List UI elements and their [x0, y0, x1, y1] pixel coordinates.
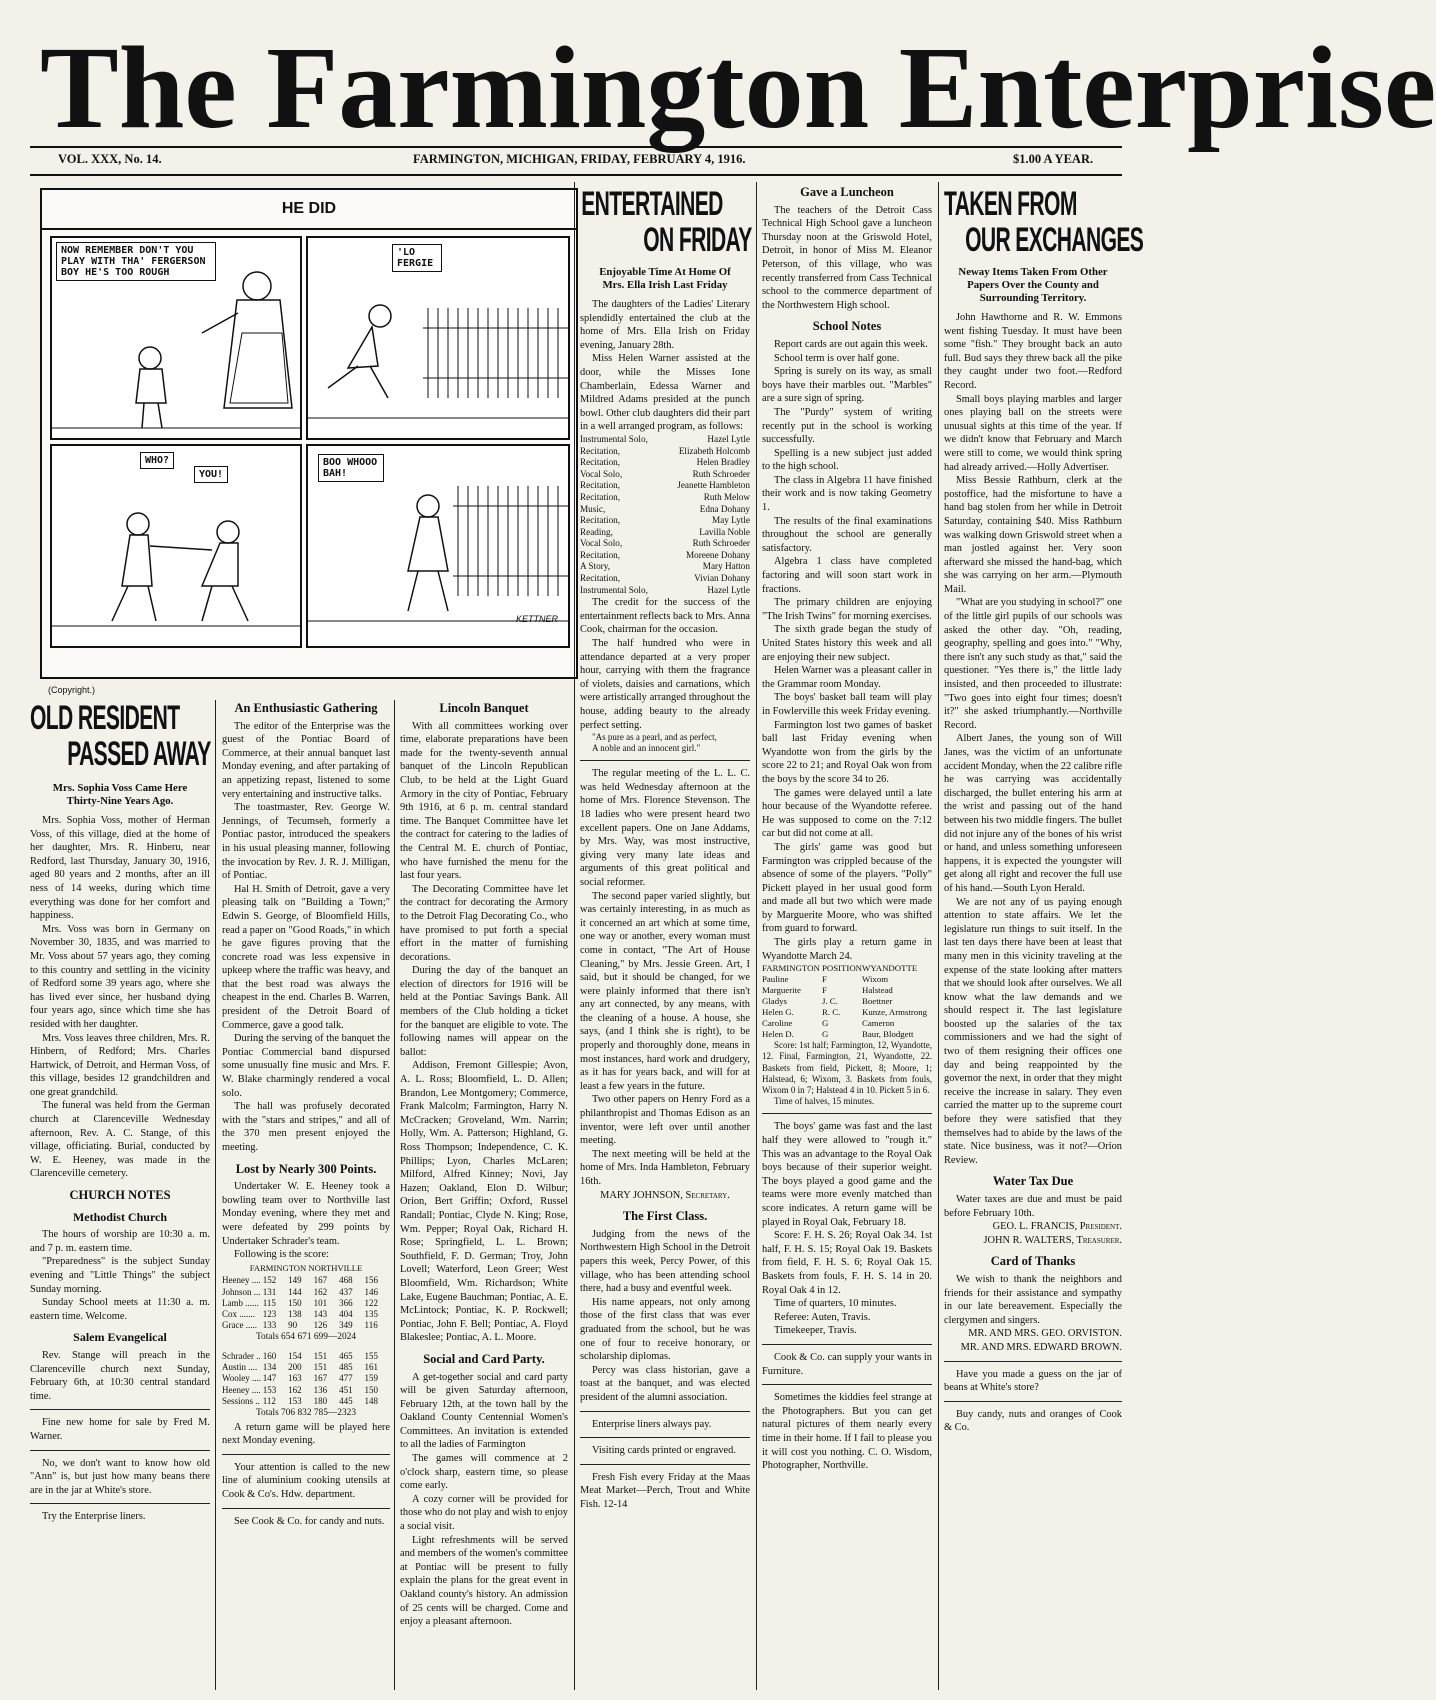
- score-cell: 135: [364, 1308, 379, 1319]
- article-paragraph: Timekeeper, Travis.: [774, 1325, 857, 1337]
- program-item-label: Recitation,: [580, 445, 621, 456]
- article-paragraph: A return game will be played here next Monday evening.: [222, 1421, 390, 1447]
- score-cell: 167: [313, 1275, 328, 1286]
- score-cell: 445: [339, 1395, 353, 1406]
- program-item-label: Recitation,: [580, 549, 621, 560]
- brief-item: Cook & Co. can supply your wants in Furniture.: [762, 1351, 932, 1377]
- divider: [762, 1344, 932, 1345]
- article-paragraph: Referee: Auten, Travis.: [774, 1311, 871, 1323]
- brief-item: Have you made a guess on the jar of beans at White's store?: [944, 1368, 1122, 1394]
- article-paragraph: Farmington lost two games of basket ball last Friday evening when Wyandotte won from the girls by the score 22 to 21; and Royal Oak won from the boys by the score 34 to 26.: [762, 719, 932, 785]
- article-paragraph: We are not any of us paying enough attention to state affairs. We let the legislature run things to suit itself. In the last ten days there have been at least that many men in this vicinity traveling at the expense of the state looking after matters that we should look after ourselves. We all know what the law demands and we should respect it. The last legislature boosted up the salaries of the tax commissioners and we had the sight of two of them resigning their offices one day and being reappointed by the governor the next, in order that they might receive the increase in salary. They even carried the matter up to the supreme court before they were satisfied that they themselves had to abide by the laws of the state. Nice business, was it not?—Orion Review.: [944, 896, 1122, 1166]
- article-paragraph: Score: 1st half; Farmington, 12, Wyandotte, 12. Final, Farmington, 21, Wyandotte, 22. Baskets from field, Pickett, 8; Moore, 1; Halstead, 6; Wixom, 3. Baskets from fouls, Wixom 0 in 7; Halstead 4 in 10. Pickett 5 in 6.: [762, 1040, 932, 1096]
- score-cell: 133: [262, 1320, 277, 1331]
- score-cell: 147: [262, 1373, 277, 1384]
- article-paragraph: The games will commence at 2 o'clock sharp, eastern time, so please come early.: [400, 1453, 568, 1492]
- article-paragraph: The credit for the success of the entertainment reflects back to Mrs. Anna Cook, chairman for the occasion.: [580, 597, 750, 636]
- speech-bubble-greeting: 'LO FERGIE: [392, 244, 442, 272]
- score-cell: 150: [288, 1297, 302, 1308]
- lineup-cell: Helen D.: [762, 1029, 794, 1040]
- masthead-rule-bottom: [30, 174, 1122, 176]
- program-item-performer: Mary Hatton: [702, 561, 750, 572]
- column-rule: [394, 700, 395, 1690]
- article-paragraph: Algebra 1 class have completed factoring and will soon start work in fractions.: [762, 556, 932, 595]
- article-paragraph: Hal H. Smith of Detroit, gave a very pleasing talk on "Building a Town;" Edwin S. George, of Bloomfield Hills, read a paper on "Good Roads," in which he gave figures proving that the concrete road was less expensive in upkeep where the traffic was heavy, and that the best road was always the cheapest in the end. Charles B. Warren, president of the Detroit Board of Commerce, gave a good talk.: [222, 883, 390, 1031]
- score-cell: 143: [313, 1308, 328, 1319]
- article-paragraph: Sunday School meets at 11:30 a. m. eastern time. Welcome.: [30, 1297, 210, 1322]
- luncheon-heading: Gave a Luncheon: [800, 185, 894, 199]
- score-cell: Cox .......: [222, 1308, 256, 1319]
- divider: [222, 1454, 390, 1455]
- signature-line: MR. AND MRS. EDWARD BROWN.: [960, 1341, 1122, 1353]
- score-cell: 152: [262, 1275, 277, 1286]
- score-cell: Sessions ..: [222, 1395, 260, 1406]
- column-rule: [938, 182, 939, 1690]
- cartoonist-signature: KETTNER: [515, 614, 558, 624]
- score-cell: 161: [364, 1362, 379, 1373]
- program-item-label: Recitation,: [580, 515, 621, 526]
- lineup-cell: G: [821, 1018, 829, 1029]
- cartoon-strip: [40, 188, 578, 695]
- divider: [222, 1508, 390, 1509]
- methodist-church-heading: Methodist Church: [72, 1209, 168, 1224]
- bowling-teams: FARMINGTON NORTHVILLE: [249, 1262, 363, 1273]
- program-item: [580, 561, 750, 573]
- article-paragraph: The "Purdy" system of writing recently put in the school is working successfully.: [762, 406, 932, 446]
- score-cell: 136: [313, 1384, 328, 1395]
- article-paragraph: Two other papers on Henry Ford as a philanthropist and Thomas Edison as an inventor, were left over until another meeting.: [580, 1094, 750, 1147]
- card-of-thanks-heading: Card of Thanks: [990, 1254, 1076, 1269]
- lineup-cell: J. C.: [821, 996, 838, 1007]
- article-paragraph: The hours of worship are 10:30 a. m. and 7 p. m. eastern time.: [30, 1229, 210, 1254]
- score-cell: 366: [339, 1297, 353, 1308]
- lineup-cell: Halstead: [862, 985, 893, 996]
- article-paragraph: The boys' basket ball team will play in Fowlerville this week Friday evening.: [762, 692, 932, 717]
- program-item-label: Music,: [580, 503, 606, 514]
- bowling-score-table-1: [222, 1275, 390, 1331]
- score-cell: 144: [288, 1286, 302, 1297]
- article-paragraph: The boys' game was fast and the last half they were allowed to "rough it." This was an advantage to the Royal Oak boys because of their superior weight. The boys played a good game and the teams were more evenly matched than score indicates. A return game will be played in Royal Oak, February 18.: [762, 1121, 932, 1228]
- score-cell: 151: [313, 1362, 328, 1373]
- program-item-performer: Ruth Schroeder: [692, 538, 750, 549]
- article-paragraph: The sixth grade began the study of United States history this week and all are enjoying their new subject.: [762, 624, 932, 663]
- score-cell: Lamb ......: [222, 1297, 259, 1308]
- program-item: [580, 538, 750, 550]
- volume-number: VOL. XXX, No. 14.: [58, 152, 162, 166]
- article-paragraph: Addison, Fremont Gillespie; Avon, A. L. Ross; Bloomfield, L. D. Allen; Brandon, Lee Montgomery; Commerce, Frank Malcolm; Farmington, Harry N. McCracken; Groveland, Wm. Narrin; Holly, Wm. A. Patterson; Highland, G. Ross Thompson; Independence, C. K. Phillips; Lyon, Charles McLaren; Milford, Alfred Kinney; Novi, Jay Hazen; Oakland, Elon D. Wilbur; Orion, Bert Griffin; Oxford, Russel Randall; Pontiac, Clyde N. King; Rose, Wm. Pepper; Royal Oak, Richard H. Rose; Springfield, L. L. Brown; Southfield, F. D. German; Troy, John Lovell; Waterford, Leon Greer; West Bloomfield, Wm. Richardson; White Lake, Eugene Bauchman; Pontiac, A. E. McLintock; Pontiac, K. P. Rockwell; Pontiac, John F. Bell; Pontiac, A. Floyd Blakeslee; Pontiac, A. L. Moore.: [400, 1060, 568, 1344]
- column-rule: [215, 700, 216, 1690]
- article-paragraph: The half hundred who were in attendance departed at a very proper hour, carrying with them the fragrance of violets, daisies and carnations, which were artistically arranged throughout the house, adding beauty to the already perfect setting.: [580, 638, 750, 731]
- program-item-label: Instrumental Solo,: [580, 584, 648, 595]
- article-paragraph: "What are you studying in school?" one of the little girl pupils of our schools was asked the other day. "Oh, reading, geography, spelling and goes into." "Why, there isn't any such study as that," said the questioner. "Yes there is," the little lady insisted, and then proceeded to illustrate: "Two goes into eight four times; doesn't it?" she asked triumphantly.—Northville Record.: [944, 597, 1122, 731]
- article-paragraph: Helen Warner was a pleasant caller in the Grammar room Monday.: [762, 665, 932, 690]
- lineup-cell: F: [821, 974, 827, 985]
- divider: [944, 1401, 1122, 1402]
- program-item-performer: Edna Dohany: [699, 503, 750, 514]
- score-cell: 167: [313, 1373, 328, 1384]
- score-cell: 112: [262, 1395, 276, 1406]
- score-cell: 122: [364, 1297, 379, 1308]
- article-paragraph: Spelling is a new subject just added to the high school.: [762, 447, 932, 473]
- divider: [580, 760, 750, 761]
- article-paragraph: The games were delayed until a late hour because of the Wyandotte referee. He was supposed to come on the 7:12 car but did not come at all.: [762, 787, 932, 840]
- score-cell: 180: [313, 1395, 328, 1406]
- lineup-cell: Kunze, Armstrong: [862, 1007, 928, 1018]
- program-item-label: Recitation,: [580, 457, 621, 468]
- article-paragraph: "Preparedness" is the subject Sunday evening and "Little Things" the subject Sunday morning.: [30, 1256, 210, 1295]
- brief-item: Visiting cards printed or engraved.: [592, 1445, 736, 1457]
- program-item: [580, 457, 750, 469]
- article-paragraph: The girls play a return game in Wyandotte March 24.: [762, 937, 932, 962]
- score-cell: 138: [288, 1308, 302, 1319]
- score-cell: 131: [262, 1286, 277, 1297]
- lineup-cell: Baur, Blodgett: [862, 1029, 914, 1040]
- score-cell: 153: [288, 1395, 302, 1406]
- quoted-verse: "As pure as a pearl, and as perfect, A noble and an innocent girl.": [592, 732, 717, 754]
- column-5: [762, 186, 932, 1691]
- article-paragraph: Score: F. H. S. 26; Royal Oak 34. 1st half, F. H. S. 15; Royal Oak 19. Baskets from field, F. H. S. 6; Royal Oak 15. Baskets from fouls, F. H. S. 14 in 20. Royal Oak 4 in 12.: [762, 1230, 932, 1296]
- program-item-performer: Moreene Dohany: [685, 549, 750, 560]
- score-cell: 146: [364, 1286, 379, 1297]
- article-paragraph: Albert Janes, the young son of Will Janes, was the victim of an unfortunate accident Monday, when the 22 calibre rifle he was carrying was accidentally discharged, the bullet entering his arm at the wrist and passing out of the hand between his two middle fingers. The bullet did not injure any of the bones of his wrist or hand, and unless something unforeseen happens, it is expected the youngster will get along all right and recover the full use of his hand.—South Lyon Herald.: [944, 733, 1122, 894]
- score-cell: Johnson ...: [222, 1286, 261, 1297]
- article-paragraph: A get-together social and card party will be given Saturday afternoon, February 12th, at the town hall by the Oakland County Centennial Women's Committees. An invitation is extended to all the ladies of Farmington: [400, 1371, 568, 1451]
- column-1: [30, 700, 210, 1700]
- score-cell: Schrader ..: [222, 1350, 261, 1361]
- old-resident-subhead: Mrs. Sophia Voss Came Here Thirty-Nine Years Ago.: [52, 782, 188, 807]
- column-rule: [574, 182, 575, 1690]
- program-item: [580, 585, 750, 597]
- score-cell: Grace .....: [222, 1320, 257, 1331]
- program-item-label: Instrumental Solo,: [580, 433, 648, 444]
- score-cell: 404: [339, 1308, 353, 1319]
- score-cell: Heeney ....: [222, 1384, 261, 1395]
- article-paragraph: Miss Bessie Rathburn, clerk at the postoffice, had the misfortune to have a hand bag stolen from her while in Detroit Saturday, containing $40. Miss Rathburn was walking down Griswold street when a man jostled against her. Very soon afterward she missed the hand-bag, which she was carrying on her arm.—Plymouth Mail.: [944, 475, 1122, 595]
- entertained-subhead: Enjoyable Time At Home Of Mrs. Ella Irish Last Friday: [599, 266, 731, 291]
- lineup-cell: FARMINGTON: [762, 963, 820, 974]
- cartoon-panel-4: [306, 444, 570, 648]
- column-4: [580, 186, 750, 1691]
- article-paragraph: Time of quarters, 10 minutes.: [774, 1298, 897, 1310]
- program-item: [580, 527, 750, 539]
- score-cell: Wooley ....: [222, 1373, 262, 1384]
- signature-line: GEO. L. FRANCIS, President.: [992, 1221, 1122, 1233]
- lineup-cell: POSITION: [821, 963, 863, 974]
- divider: [580, 1437, 750, 1438]
- score-cell: Heeney ....: [222, 1275, 261, 1286]
- program-item-performer: Ruth Melow: [703, 491, 750, 502]
- article-paragraph: Miss Helen Warner assisted at the door, while the Misses Ione Chamberlain, Edessa Warner and Mildred Adams presided at the punch bowl. Other club daughters did their part in a well arranged program, as follows:: [580, 353, 750, 433]
- lineup-cell: G: [821, 1029, 829, 1040]
- program-item-label: Vocal Solo,: [580, 538, 623, 549]
- lineup-cell: Pauline: [762, 974, 789, 985]
- score-cell: 156: [364, 1275, 379, 1286]
- column-6: [944, 185, 1144, 1691]
- score-cell: 90: [288, 1320, 298, 1331]
- article-paragraph: Light refreshments will be served and members of the women's committee at Pontiac will be present to fully explain the plans for the great event in Oakland county's history. An admission of 25 cents will be charged. Come and enjoy a pleasant afternoon.: [400, 1534, 568, 1628]
- program-item-performer: Hazel Lytle: [707, 433, 750, 444]
- program-item: [580, 480, 750, 492]
- program-item-label: Recitation,: [580, 573, 621, 584]
- program-item-label: Reading,: [580, 526, 613, 537]
- article-paragraph: The teachers of the Detroit Cass Technical High School gave a luncheon Thursday noon at the Griswold Hotel, Detroit, in honor of Miss M. Eleanor Peterson, of this village, who was recently transferred from Cass Technical school to the commerce department of the Northwestern High school.: [762, 204, 932, 311]
- program-item-label: Vocal Solo,: [580, 468, 623, 479]
- lincoln-banquet-heading: Lincoln Banquet: [439, 701, 529, 715]
- lineup-cell: Marguerite: [762, 985, 801, 996]
- score-cell: 154: [288, 1350, 302, 1361]
- brief-item: Enterprise liners always pay.: [592, 1418, 712, 1430]
- place-date: FARMINGTON, MICHIGAN, FRIDAY, FEBRUARY 4, 1916.: [413, 152, 746, 166]
- article-paragraph: Percy was class historian, gave a toast at the banquet, and was elected president of the alumni association.: [580, 1364, 750, 1403]
- subscription-price: $1.00 A YEAR.: [1013, 152, 1094, 166]
- brief-item: Sometimes the kiddies feel strange at the Photographers. But you can get natural pictures of them nearly every time in their home. If I fail to please you it will cost you nothing. C. O. Wisdom, Photographer, Northville.: [762, 1392, 932, 1472]
- lineup-cell: R. C.: [821, 1007, 841, 1018]
- program-item: [580, 492, 750, 504]
- program-item-performer: Helen Bradley: [696, 457, 750, 468]
- church-notes-heading: CHURCH NOTES: [69, 1188, 171, 1203]
- program-item-performer: May Lytle: [711, 515, 750, 526]
- article-paragraph: John Hawthorne and R. W. Emmons went fishing Tuesday. It must have been some "fish." They brought back an auto full. Bud says they threw back all the pike they caught under two foot.—Redford Record.: [944, 312, 1122, 391]
- masthead-rule-top: [30, 146, 1122, 148]
- article-paragraph: Report cards are out again this week.: [774, 338, 928, 350]
- boys-fighting-drawing: [52, 446, 300, 646]
- program-item-label: Recitation,: [580, 491, 621, 502]
- article-paragraph: The hall was profusely decorated with the "stars and stripes," and all of the 370 men present enjoyed the meeting.: [222, 1101, 390, 1153]
- article-paragraph: Spring is surely on its way, as small boys have their marbles out. "Marbles" are a sure sign of spring.: [762, 366, 932, 405]
- score-cell: 162: [313, 1286, 328, 1297]
- article-paragraph: During the day of the banquet an election of directors for 1916 will be held at the Pontiac Savings Bank. All members of the Club holding a ticket for the banquet are eligible to vote. The following names will appear on the ballot:: [400, 965, 568, 1058]
- bowling-total-2: Totals 706 832 785—2323: [255, 1407, 357, 1418]
- program-item: [580, 573, 750, 585]
- article-paragraph: Following is the score:: [234, 1249, 329, 1261]
- program-item: [580, 504, 750, 516]
- score-cell: 160: [262, 1350, 277, 1361]
- article-paragraph: The editor of the Enterprise was the guest of the Pontiac Board of Commerce, at their annual banquet last Monday evening, and after partaking of an appetizing repast, listened to some very entertaining and instructive talks.: [222, 720, 390, 800]
- score-cell: 116: [364, 1320, 378, 1331]
- score-cell: 465: [339, 1350, 353, 1361]
- program-item: [580, 446, 750, 458]
- score-cell: 477: [339, 1373, 353, 1384]
- program-item: [580, 469, 750, 481]
- divider: [30, 1450, 210, 1451]
- speech-bubble-who: WHO?: [140, 452, 174, 469]
- divider: [580, 1464, 750, 1465]
- article-paragraph: Rev. Stange will preach in the Clarenceville church next Sunday, February 6th, at 10:30 central standard time.: [30, 1349, 210, 1402]
- divider: [30, 1409, 210, 1410]
- program-item: [580, 515, 750, 527]
- lineup-cell: Cameron: [862, 1018, 895, 1029]
- score-cell: 151: [313, 1350, 328, 1361]
- article-paragraph: Mrs. Voss was born in Germany on November 30, 1835, and was married to Mr. Voss about 57 years ago, they coming to this country and settling in the vicinity of Redford some 39 years ago, where she has lived ever since, her husband dying four years ago, since which time she has resided with her daughter.: [30, 923, 210, 1030]
- program-item-label: A Story,: [580, 561, 611, 572]
- bowling-heading: Lost by Nearly 300 Points.: [235, 1161, 377, 1176]
- fence-and-runner-drawing: [308, 238, 568, 438]
- article-paragraph: Undertaker W. E. Heeney took a bowling team over to Northville last Monday evening, where they met and were defeated by 299 points by Undertaker Schrader's team.: [222, 1181, 390, 1247]
- school-notes-heading: School Notes: [812, 319, 882, 334]
- article-paragraph: Time of halves, 15 minutes.: [774, 1096, 875, 1107]
- program-item-performer: Lavilla Noble: [699, 526, 750, 537]
- score-cell: 349: [339, 1320, 353, 1331]
- article-paragraph: Mrs. Sophia Voss, mother of Herman Voss, of this village, died at the home of her daughter, Mrs. R. Hinberu, near Redford, last Thursday, January 30, 1916, aged 80 years and 2 months, after an ill ness of 14 weeks, during which time everything was done for her comfort and happiness.: [30, 815, 210, 922]
- bowling-score-table-2: [222, 1351, 390, 1407]
- score-cell: 126: [313, 1320, 328, 1331]
- score-cell: 115: [262, 1297, 276, 1308]
- score-cell: 162: [288, 1384, 302, 1395]
- program-item-label: Recitation,: [580, 480, 621, 491]
- article-paragraph: With all committees working over time, elaborate preparations have been made for the twenty-seventh annual banquet of the Lincoln Republican Club, to be held at the Light Guard Armory in the city of Pontiac, February 9th 1916, at 6 p. m. central standard time. The Banquet Committee have let the contract for catering to the ladies of the Central M. E. church of Pontiac, who have furnished the menu for the last four years.: [400, 720, 568, 882]
- signature-line: MR. AND MRS. GEO. ORVISTON.: [968, 1328, 1122, 1340]
- score-cell: 437: [339, 1286, 353, 1297]
- lineup-cell: F: [821, 985, 827, 996]
- cartoon-panel-1: [50, 236, 302, 440]
- program-item: [580, 434, 750, 446]
- speech-bubble-mother: NOW REMEMBER DON'T YOU PLAY WITH THA' FERGERSON BOY HE'S TOO ROUGH: [56, 242, 216, 281]
- secretary-signature: MARY JOHNSON, Secretary.: [600, 1189, 730, 1201]
- brief-item: No, we don't want to know how old "Ann" is, but just how many beans there are in the jar at White's store.: [30, 1457, 210, 1496]
- lineup-cell: Gladys: [762, 996, 787, 1007]
- brief-item: Fresh Fish every Friday at the Maas Meat Market—Perch, Trout and White Fish. 12-14: [580, 1471, 750, 1510]
- gathering-heading: An Enthusiastic Gathering: [234, 701, 378, 715]
- bowling-total-1: Totals 654 671 699—2024: [255, 1332, 357, 1343]
- water-tax-heading: Water Tax Due: [992, 1174, 1074, 1189]
- score-cell: 123: [262, 1308, 277, 1319]
- score-cell: 148: [364, 1395, 379, 1406]
- column-3: [400, 702, 568, 1692]
- entertained-headline: ENTERTAINED ON FRIDAY: [581, 185, 752, 259]
- article-paragraph: The results of the final examinations throughout the school are generally satisfactory.: [762, 515, 932, 554]
- score-cell: 155: [364, 1350, 379, 1361]
- score-cell: 451: [339, 1384, 353, 1395]
- article-paragraph: The funeral was held from the German church at Clarenceville Wednesday afternoon, Rev. A. C. Stange, of this village, officiating. Burial, conducted by W. E. Heeney, was made in the Clarenceville cemetery.: [30, 1100, 210, 1180]
- brief-item: Try the Enterprise liners.: [42, 1511, 146, 1523]
- lineup-cell: Boettner: [862, 996, 893, 1007]
- program-list: [580, 434, 750, 596]
- article-paragraph: The second paper varied slightly, but was certainly interesting, in as much as it concerned an art which at some time, one way or another, every woman must come in contact, "The Art of House Cleaning," by Mrs. Jessie Green. Art, I said, but it should be changed, for we were plainly informed that there isn't any art connected, by any means, with the cleaning of a house. A house, she says, (and I think she is right), to be properly and thoroughly done, means in most instances, hard work and drudgery, as it has for years back, and will for at least a few years in the future.: [580, 890, 750, 1092]
- score-cell: 163: [288, 1373, 302, 1384]
- lineup-cell: Helen G.: [762, 1007, 794, 1018]
- article-paragraph: Water taxes are due and must be paid before February 10th.: [944, 1194, 1122, 1219]
- brief-item: Fine new home for sale by Fred M. Warner.: [30, 1417, 210, 1442]
- article-paragraph: See Cook & Co. for candy and nuts.: [234, 1515, 385, 1527]
- brief-item: Buy candy, nuts and oranges of Cook & Co.: [944, 1408, 1122, 1434]
- basketball-lineup: [762, 963, 932, 1040]
- program-item-performer: Hazel Lytle: [707, 584, 750, 595]
- article-paragraph: We wish to thank the neighbors and friends for their assistance and sympathy in our late bereavement. Especially the clergymen and singers.: [944, 1273, 1122, 1326]
- article-paragraph: During the serving of the banquet the Pontiac Commercial band dispursed some unusually fine music and Mrs. F. W. Blake charmingly rendered a vocal solo.: [222, 1033, 390, 1099]
- lineup-cell: WYANDOTTE: [862, 963, 918, 974]
- cartoon-panel-3: [50, 444, 302, 648]
- article-paragraph: The primary children are enjoying "The Irish Twins" for morning exercises.: [762, 597, 932, 622]
- old-resident-headline: OLD RESIDENT PASSED AWAY: [30, 699, 211, 773]
- article-paragraph: His name appears, not only among those of the first class that was ever graduated from the school, but he was one of four to receive honorary, or scholarship diplomas.: [580, 1296, 750, 1363]
- score-cell: 153: [262, 1384, 277, 1395]
- score-cell: 101: [313, 1297, 328, 1308]
- article-paragraph: Mrs. Voss leaves three children, Mrs. R. Hinbern, of Redford; Mrs. Charles Hartwick, of Detroit, and Herman Voss, of this village, besides 12 grandchildren and one great grandchild.: [30, 1032, 210, 1098]
- masthead-title: The Farmington Enterprise: [40, 22, 1436, 153]
- article-paragraph: The girls' game was good but Farmington was crippled because of the absence of some of the players. "Polly" Pickett played in her usual good form and made all but two which were made by Marguerite Moore, who was shifted from guard to forward.: [762, 841, 932, 935]
- score-cell: 485: [339, 1362, 353, 1373]
- program-item-performer: Elizabeth Holcomb: [678, 445, 750, 456]
- score-cell: 150: [364, 1384, 379, 1395]
- column-rule: [756, 182, 757, 1690]
- article-paragraph: A cozy corner will be provided for those who do not play and wish to enjoy a social visit.: [400, 1493, 568, 1533]
- article-paragraph: Your attention is called to the new line of aluminium cooking utensils at Cook & Co's. Hdw. department.: [222, 1461, 390, 1500]
- lineup-cell: Caroline: [762, 1018, 793, 1029]
- article-paragraph: The class in Algebra 11 have finished their work and is now taking Geometry 1.: [762, 474, 932, 514]
- score-cell: Austin ....: [222, 1362, 258, 1373]
- exchanges-headline: TAKEN FROM OUR EXCHANGES: [944, 185, 1144, 259]
- article-paragraph: The toastmaster, Rev. George W. Jennings, of Tecumseh, formerly a Pontiac pastor, introduced the speakers in his usual pleasing manner, following the invocation by Rev. J. R. J. Milligan, of Pontiac.: [222, 802, 390, 882]
- article-paragraph: Small boys playing marbles and larger ones playing ball on the streets were unusual sights at this time of the year. If we didn't know that February and March were still to come, we would think spring had already arrived.—Holly Advertiser.: [944, 393, 1122, 473]
- article-paragraph: School term is over half gone.: [774, 352, 900, 364]
- cartoon-title: HE DID: [42, 190, 576, 230]
- divider: [944, 1361, 1122, 1362]
- score-cell: 200: [288, 1362, 302, 1373]
- article-paragraph: The Decorating Committee have let the contract for decorating the Armory to the Detroit Flag Decorating Co., who have promised to put forth a special effort in the matter of furnishing decorations.: [400, 883, 568, 963]
- article-paragraph: The next meeting will be held at the home of Mrs. Inda Hambleton, February 16th.: [580, 1148, 750, 1187]
- signature-line: JOHN R. WALTERS, Treasurer.: [983, 1234, 1122, 1246]
- divider: [30, 1503, 210, 1504]
- speech-bubble-crying: BOO WHOOO BAH!: [318, 454, 384, 482]
- salem-evangelical-heading: Salem Evangelical: [73, 1330, 167, 1345]
- article-paragraph: The regular meeting of the L. L. C. was held Wednesday afternoon at the home of Mrs. Florence Stevenson. The 18 ladies who were present heard two excellent papers. One on Jane Addams, by Mrs. Way, was most instructive, giving very many late ideas and arguments of this great political and social reformer.: [580, 768, 750, 888]
- social-card-party-heading: Social and Card Party.: [423, 1351, 545, 1366]
- exchanges-subhead: Neway Items Taken From Other Papers Over the County and Surrounding Territory.: [958, 266, 1108, 304]
- score-cell: 149: [288, 1275, 302, 1286]
- cartoon-panel-2: [306, 236, 570, 440]
- first-class-heading: The First Class.: [622, 1209, 708, 1224]
- article-paragraph: The daughters of the Ladies' Literary splendidly entertained the club at the home of Mrs. Ella Irish on Friday evening, January 28th.: [580, 299, 750, 351]
- article-paragraph: Judging from the news of the Northwestern High School in the Detroit papers this week, Percy Power, of this village, who has been attending school there, had a busy and eventful week.: [580, 1228, 750, 1295]
- mother-and-boy-drawing: [52, 238, 300, 438]
- program-item: [580, 550, 750, 562]
- column-2: [222, 702, 390, 1692]
- score-cell: 134: [262, 1362, 277, 1373]
- divider: [762, 1113, 932, 1114]
- score-cell: 159: [364, 1373, 379, 1384]
- divider: [762, 1384, 932, 1385]
- speech-bubble-you: YOU!: [194, 466, 228, 483]
- divider: [580, 1411, 750, 1412]
- program-item-performer: Ruth Schroeder: [692, 468, 750, 479]
- program-item-performer: Vivian Dohany: [694, 573, 750, 584]
- score-cell: 468: [339, 1275, 353, 1286]
- program-item-performer: Jeanette Hambleton: [677, 480, 750, 491]
- cartoon-copyright: (Copyright.): [48, 685, 96, 695]
- lineup-cell: Wixom: [862, 974, 889, 985]
